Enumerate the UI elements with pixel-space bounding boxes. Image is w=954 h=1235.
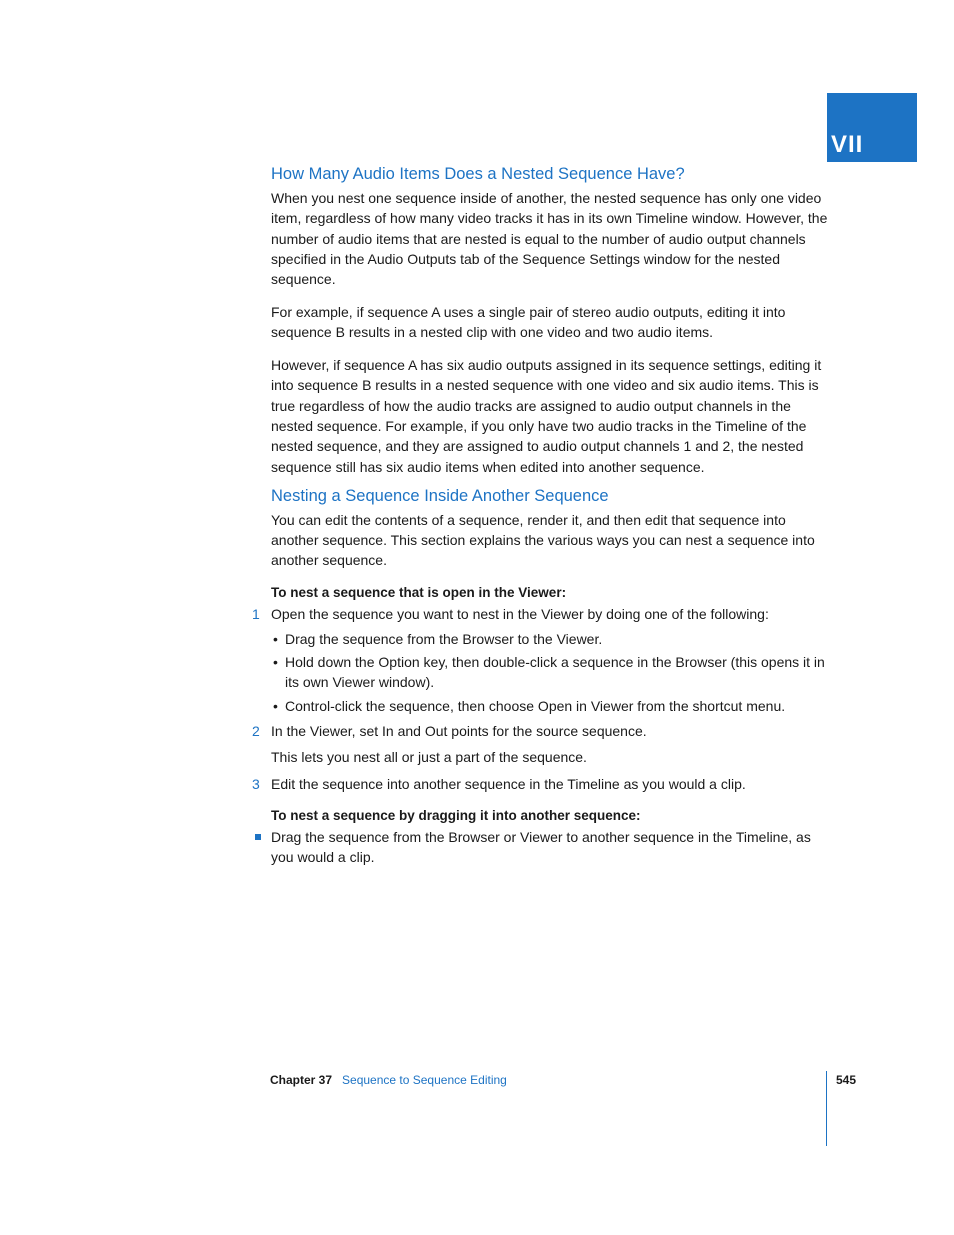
paragraph: However, if sequence A has six audio outputs assigned in its sequence settings, editing it into sequence B results in a nested sequence with one video and six audio items. This is true regardless of how the audio tracks are assigned to audio output channels in the nested sequence. For example, if you only have two audio tracks in the Timeline of the nested sequence, and they are assigned to audio output channels 1 and 2, the nested sequence still has six audio items when edited into another sequence.: [271, 357, 822, 475]
footer-chapter-title: Sequence to Sequence Editing: [342, 1073, 507, 1087]
bullet-item: [271, 652, 831, 693]
footer-chapter: Chapter 37: [270, 1073, 333, 1087]
square-bullet-icon: [255, 834, 261, 840]
step-number: 3: [252, 775, 260, 792]
section-heading-audio-items: How Many Audio Items Does a Nested Sequence Have?: [271, 165, 685, 183]
page-number: 545: [836, 1073, 857, 1087]
bullet-icon: •: [273, 630, 278, 647]
paragraph: You can edit the contents of a sequence, render it, and then edit that sequence into another sequence. This section explains the various ways you can nest a sequence into another sequence.: [271, 511, 815, 569]
bullet-item: [271, 696, 831, 716]
bullet-item: [271, 629, 831, 649]
footer-divider: [826, 1071, 827, 1146]
step-text: Edit the sequence into another sequence in the Timeline as you would a clip.: [271, 775, 746, 792]
page-content: [252, 160, 831, 867]
step-1: [252, 604, 831, 624]
step-2: [252, 721, 831, 741]
step-3: [252, 774, 831, 794]
bullet-text: Hold down the Option key, then double-click a sequence in the Browser (this opens it in its own Viewer window).: [285, 654, 825, 691]
step-text: Drag the sequence from the Browser or Viewer to another sequence in the Timeline, as you would a clip.: [271, 828, 811, 866]
page-footer: [270, 1072, 507, 1088]
bullet-icon: •: [273, 654, 278, 671]
bullet-icon: •: [273, 697, 278, 714]
paragraph: For example, if sequence A uses a single pair of stereo audio outputs, editing it into sequence B results in a nested clip with one video and two audio items.: [271, 303, 786, 341]
section-heading-nesting: Nesting a Sequence Inside Another Sequence: [271, 486, 609, 505]
single-step: [271, 827, 831, 868]
bullet-text: Drag the sequence from the Browser to the Viewer.: [285, 630, 603, 647]
step-number: 2: [252, 723, 260, 740]
part-tab: VII: [827, 93, 917, 162]
task-heading: To nest a sequence by dragging it into another sequence:: [271, 808, 641, 824]
step-text: In the Viewer, set In and Out points for the source sequence.: [271, 723, 647, 740]
step-note: This lets you nest all or just a part of the sequence.: [271, 749, 587, 766]
paragraph: When you nest one sequence inside of another, the nested sequence has only one video item, regardless of how many video tracks it has in its own Timeline window. However, the number of audio items that are nested is equal to the number of audio output channels specified in the Audio Outputs tab of the Sequence Settings window for the nested sequence.: [271, 190, 828, 288]
step-text: Open the sequence you want to nest in the Viewer by doing one of the following:: [271, 605, 769, 622]
bullet-text: Control-click the sequence, then choose Open in Viewer from the shortcut menu.: [285, 697, 786, 714]
step-number: 1: [252, 605, 260, 622]
task-heading: To nest a sequence that is open in the Viewer:: [271, 585, 567, 601]
